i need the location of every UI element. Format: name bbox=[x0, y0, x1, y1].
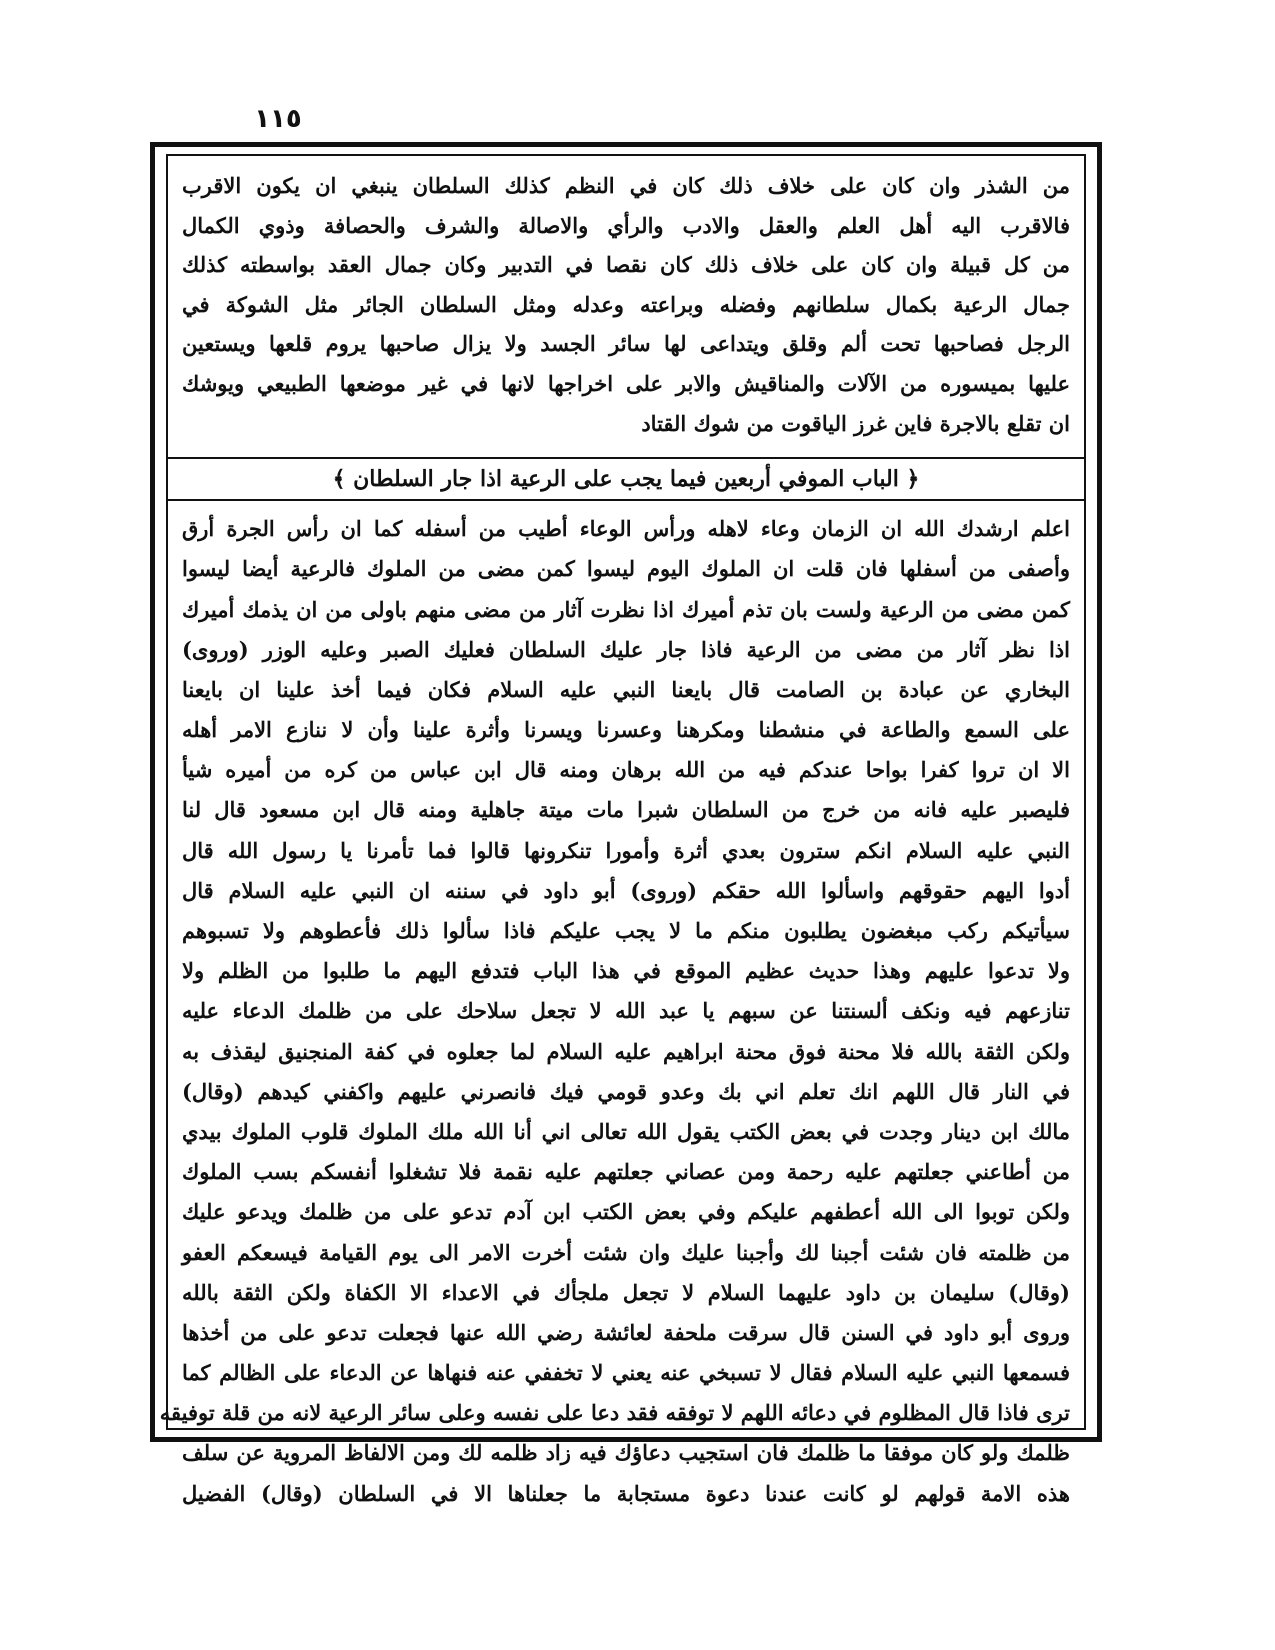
text-line: فالاقرب اليه أهل العلم والعقل والادب والرأي والاصالة والشرف والحصافة وذوي الكمال bbox=[182, 212, 1070, 238]
text-line: من كل قبيلة وان كان على خلاف ذلك كان نقصا في التدبير وكان جمال العقد بواسطته كذلك bbox=[182, 252, 1070, 278]
text-line: فسمعها النبي عليه السلام فقال لا تسبخي عنه يعني لا تخففي عنه فنهاها عن الدعاء على الظالم كما bbox=[182, 1360, 1070, 1386]
text-line: مالك ابن دينار وجدت في بعض الكتب يقول الله تعالى اني أنا الله ملك الملوك قلوب الملوك بيدي bbox=[182, 1118, 1070, 1144]
text-line: من ظلمته فان شئت أجبنا لك وأجبنا عليك وان شئت أخرت الامر الى يوم القيامة فيسعكم العفو bbox=[182, 1239, 1070, 1265]
text-line: عليها بميسوره من الآلات والمناقيش والابر على اخراجها لانها في غير موضعها الطبيعي ويوشك bbox=[182, 370, 1070, 396]
text-line: ولكن توبوا الى الله أعطفهم عليكم وفي بعض الكتب ابن آدم تدعو على من ظلمك ويدعو عليك bbox=[182, 1199, 1070, 1225]
text-line: الرجل فصاحبها تحت ألم وقلق ويتداعى لها سائر الجسد ولا يزال صاحبها يروم قلعها ويستعين bbox=[182, 331, 1070, 357]
text-line: تنازعهم فيه ونكف ألسنتنا عن سبهم يا عبد الله لا تجعل سلاحك على من ظلمك الدعاء عليه bbox=[182, 998, 1070, 1024]
chapter-heading: ﴿ الباب الموفي أربعين فيما يجب على الرعية اذا جار السلطان ﴾ bbox=[168, 457, 1084, 501]
text-line: في النار قال اللهم انك تعلم اني بك وعدو قومي فيك فانصرني عليهم واكفني كيدهم (وقال) bbox=[182, 1078, 1070, 1104]
text-line: سيأتيكم ركب مبغضون يطلبون منكم ما لا يجب عليكم فاذا سألوا ذلك فأعطوهم ولا تسبوهم bbox=[182, 918, 1070, 944]
text-line: أدوا اليهم حقوقهم واسألوا الله حقكم (وروى) أبو داود في سننه ان النبي عليه السلام قال bbox=[182, 877, 1070, 903]
text-line: ظلمك ولو كان موفقا ما ظلمك فان استجيب دعاؤك فيه زاد ظلمه لك ومن الالفاظ المروية عن سلف bbox=[182, 1440, 1070, 1466]
text-line: جمال الرعية بكمال سلطانهم وفضله وبراعته وعدله ومثل السلطان الجائر مثل الشوكة في bbox=[182, 291, 1070, 317]
page-text-frame bbox=[159, 154, 1086, 1506]
text-line: وأصفى من أسفلها فان قلت ان الملوك اليوم ليسوا كمن مضى من الملوك فالرعية أيضا ليسوا bbox=[182, 556, 1070, 582]
text-line: على السمع والطاعة في منشطنا ومكرهنا وعسرنا ويسرنا وأثرة علينا وأن لا ننازع الامر أهله bbox=[182, 717, 1070, 743]
text-line: النبي عليه السلام انكم سترون بعدي أثرة وأمورا تنكرونها قالوا فما تأمرنا يا رسول الله قال bbox=[182, 837, 1070, 863]
text-line: هذه الامة قولهم لو كانت عندنا دعوة مستجابة ما جعلناها الا في السلطان (وقال) الفضيل bbox=[182, 1480, 1070, 1506]
text-line: الا ان تروا كفرا بواحا عندكم فيه من الله برهان ومنه قال ابن عباس من كره من أميره شيأ bbox=[182, 757, 1070, 783]
text-line: من أطاعني جعلتهم عليه رحمة ومن عصاني جعلتهم عليه نقمة فلا تشغلوا أنفسكم بسب الملوك bbox=[182, 1159, 1070, 1185]
text-line: البخاري عن عبادة بن الصامت قال بايعنا النبي عليه السلام فكان فيما أخذ علينا ان بايعنا bbox=[182, 676, 1070, 702]
text-line: من الشذر وان كان على خلاف ذلك كان في النظم كذلك السلطان ينبغي ان يكون الاقرب bbox=[182, 173, 1070, 198]
text-line: ولا تدعوا عليهم وهذا حديث عظيم الموقع في هذا الباب فتدفع اليهم ما طلبوا من الظلم ولا bbox=[182, 958, 1070, 984]
text-line: كمن مضى من الرعية ولست بان تذم أميرك اذا نظرت آثار من مضى منهم باولى من ان يذمك أميرك bbox=[182, 596, 1070, 622]
text-line: ترى فاذا قال المظلوم في دعائه اللهم لا توفقه فقد دعا على نفسه وعلى سائر الرعية لانه من قلة توفيقه bbox=[159, 1400, 1070, 1426]
text-line: ان تقلع بالاجرة فاين غرز الياقوت من شوك القتاد bbox=[641, 410, 1070, 436]
text-line: وروى أبو داود في السنن قال سرقت ملحفة لعائشة رضي الله عنها فجعلت تدعو على من أخذها bbox=[182, 1319, 1070, 1345]
text-line: اعلم ارشدك الله ان الزمان وعاء لاهله ورأس الوعاء أطيب من أسفله كما ان رأس الجرة أرق bbox=[182, 516, 1070, 542]
text-line: فليصبر عليه فانه من خرج من السلطان شبرا مات ميتة جاهلية ومنه قال ابن مسعود قال لنا bbox=[182, 797, 1070, 823]
text-line: اذا نظر آثار من مضى من الرعية فاذا جار عليك السلطان فعليك الصبر وعليه الوزر (وروى) bbox=[182, 636, 1070, 662]
page-number: ١١٥ bbox=[254, 104, 302, 134]
text-line: ولكن الثقة بالله فلا محنة فوق محنة ابراهيم عليه السلام لما جعلوه في كفة المنجنيق ليقذف به bbox=[182, 1038, 1070, 1064]
text-line: (وقال) سليمان بن داود عليهما السلام لا تجعل ملجأك في الاعداء الا الكفاة ولكن الثقة بالله bbox=[182, 1279, 1070, 1305]
main-text-block bbox=[159, 509, 1070, 1514]
top-text-block bbox=[182, 166, 1070, 443]
